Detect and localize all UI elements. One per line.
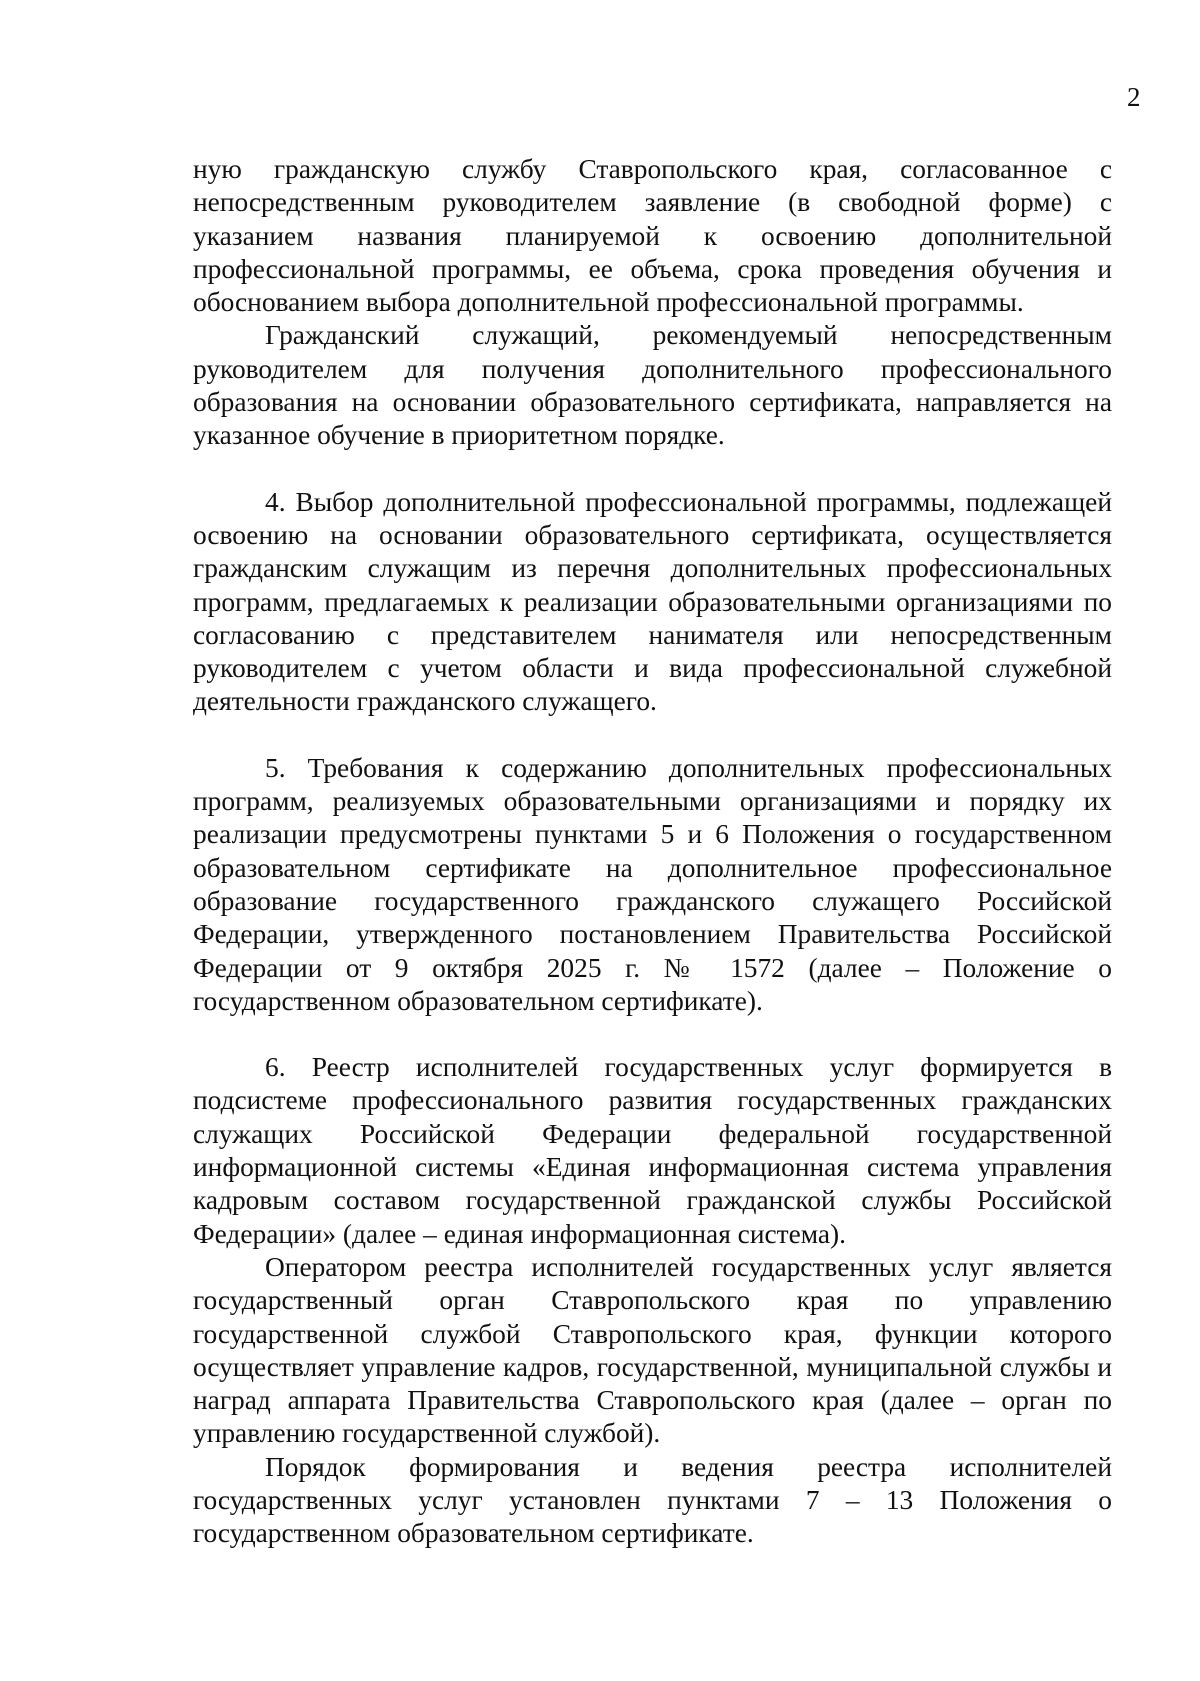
document-body <box>193 153 1112 1551</box>
paragraph-registry-procedure: Порядок формирования и ведения реестра исполнителей государственных услуг установлен пунктами 7 – 13 Положения о государственном образовательном сертификате. <box>193 1451 1112 1549</box>
paragraph-item-6: 6. Реестр исполнителей государственных услуг формируется в подсистеме профессионального развития государственных гражданских служащих Российской Федерации федеральной государственной информационной системы «Единая информационная система управления кадровым составом государственной гражданской службы Российской Федерации» (далее – единая информационная система). <box>193 1052 1112 1249</box>
paragraph-registry-operator: Оператором реестра исполнителей государственных услуг является государственный орган Ставропольского края по управлению государственной службой Ставропольского края, функции которого осуществляет управление кадров, государственной, муниципальной службы и наград аппарата Правительства Ставропольского края (далее – орган по управлению государственной службой). <box>193 1251 1112 1449</box>
paragraph-item-4: 4. Выбор дополнительной профессиональной программы, подлежащей освоению на основании образовательного сертификата, осуществляется гражданским служащим из перечня дополнительных профессиональных программ, предлагаемых к реализации образовательными организациями по согласованию с представителем нанимателя или непосредственным руководителем с учетом области и вида профессиональной служебной деятельности гражданского служащего. <box>193 486 1112 717</box>
paragraph-item-5: 5. Требования к содержанию дополнительных профессиональных программ, реализуемых образовательными организациями и порядку их реализации предусмотрены пунктами 5 и 6 Положения о государственном образовательном сертификате на дополнительное профессиональное образование государственного гражданского служащего Российской Федерации, утвержденного постановлением Правительства Российской Федерации от 9 октября 2025 г. № 1572 (далее – Положение о государственном образовательном сертификате). <box>193 752 1112 1016</box>
paragraph-recommended-employee: Гражданский служащий, рекомендуемый непосредственным руководителем для получения дополнительного профессионального образования на основании образовательного сертификата, направляется на указанное обучение в приоритетном порядке. <box>193 320 1112 451</box>
page-number: 2 <box>1127 82 1141 112</box>
paragraph-continuation: ную гражданскую службу Ставропольского края, согласованное с непосредственным руководителем заявление (в свободной форме) с указанием названия планируемой к освоению дополнительной профессиональной программы, ее объема, срока проведения обучения и обоснованием выбора дополнительной профессиональной программы. <box>193 154 1112 318</box>
